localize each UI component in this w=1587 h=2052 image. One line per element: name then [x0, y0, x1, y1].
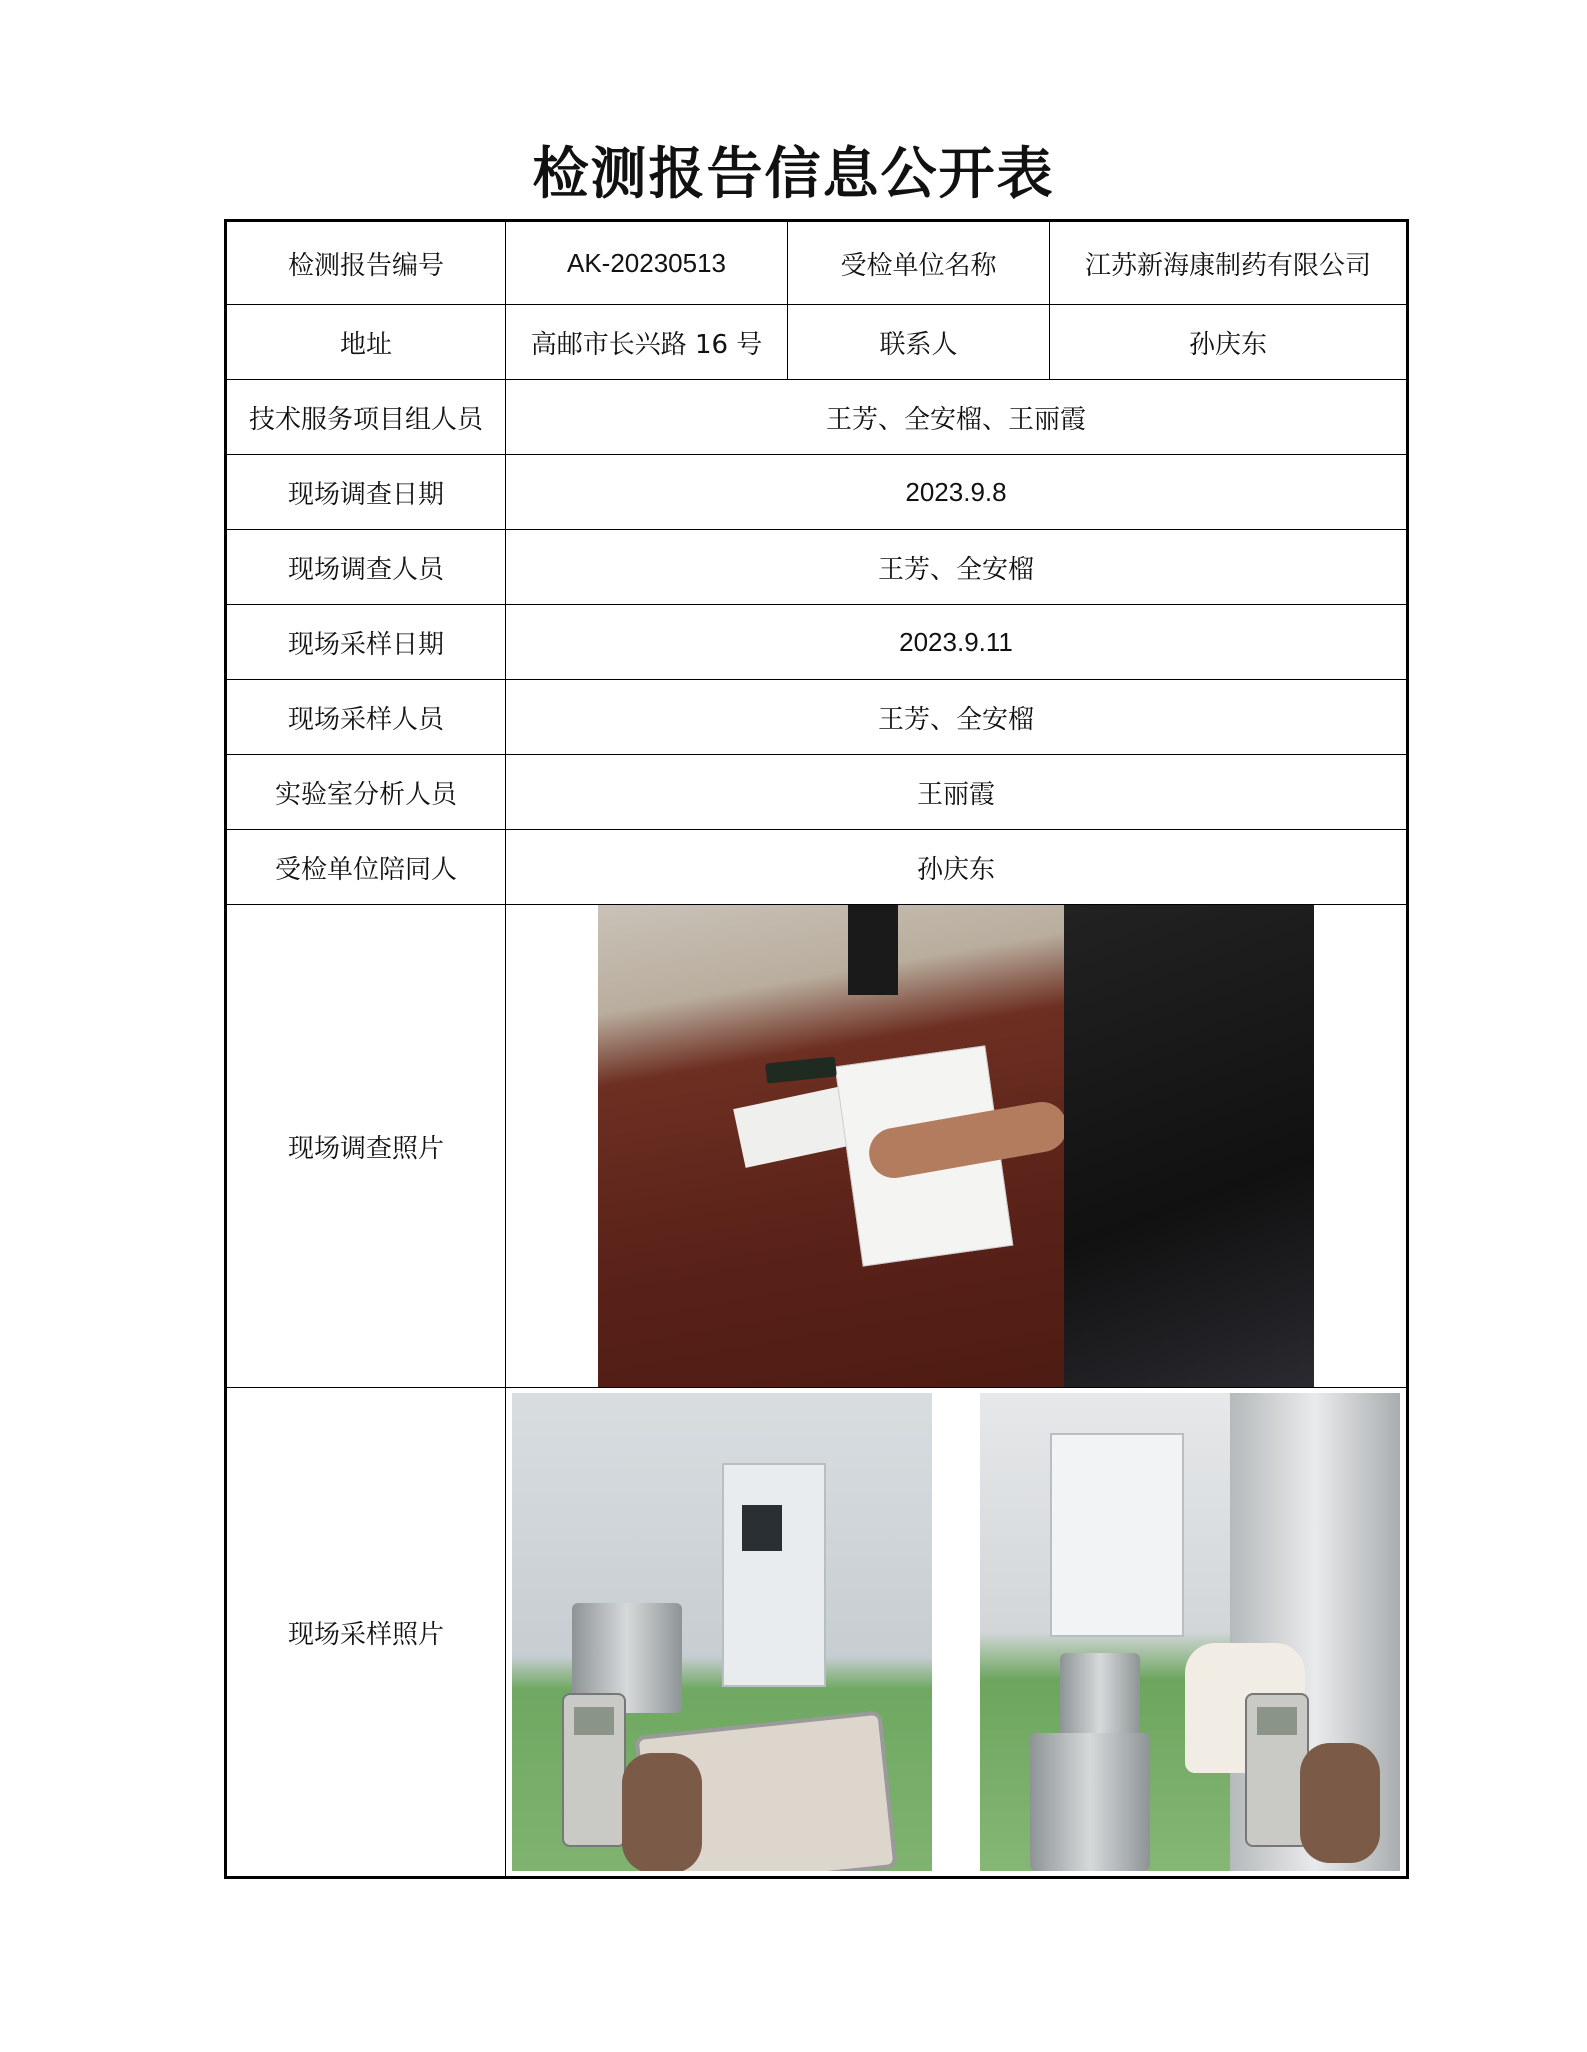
escort-label: 受检单位陪同人 [226, 830, 506, 905]
survey-date-label: 现场调查日期 [226, 455, 506, 530]
sample-date-label: 现场采样日期 [226, 605, 506, 680]
address-label: 地址 [226, 305, 506, 380]
lab-label: 实验室分析人员 [226, 755, 506, 830]
sample-date-value: 2023.9.11 [506, 605, 1408, 680]
contact-label: 联系人 [788, 305, 1050, 380]
team-value: 王芳、全安榴、王丽霞 [506, 380, 1408, 455]
address-value: 高邮市长兴路 16 号 [506, 305, 788, 380]
unit-value: 江苏新海康制药有限公司 [1050, 221, 1408, 305]
report-no-value: AK-20230513 [506, 221, 788, 305]
survey-photo [598, 905, 1314, 1387]
team-label: 技术服务项目组人员 [226, 380, 506, 455]
sample-photo-label: 现场采样照片 [226, 1388, 506, 1878]
sample-photo-2 [980, 1393, 1400, 1871]
survey-staff-label: 现场调查人员 [226, 530, 506, 605]
unit-label: 受检单位名称 [788, 221, 1050, 305]
survey-date-value: 2023.9.8 [506, 455, 1408, 530]
report-no-label: 检测报告编号 [226, 221, 506, 305]
survey-photo-label: 现场调查照片 [226, 905, 506, 1388]
lab-value: 王丽霞 [506, 755, 1408, 830]
sample-photo-1 [512, 1393, 932, 1871]
escort-value: 孙庆东 [506, 830, 1408, 905]
page-title: 检测报告信息公开表 [532, 141, 1055, 207]
sample-staff-label: 现场采样人员 [226, 680, 506, 755]
report-table [224, 219, 1409, 1879]
survey-staff-value: 王芳、全安榴 [506, 530, 1408, 605]
sample-staff-value: 王芳、全安榴 [506, 680, 1408, 755]
contact-value: 孙庆东 [1050, 305, 1408, 380]
